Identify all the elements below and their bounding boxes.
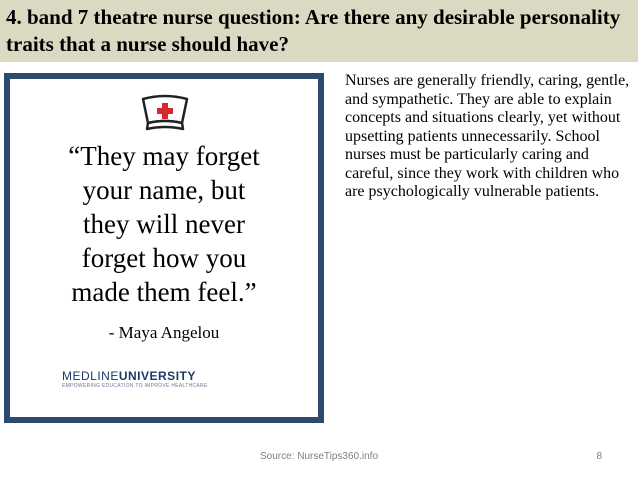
quote-text bbox=[10, 139, 318, 309]
logo-wordmark-bold: UNIVERSITY bbox=[118, 369, 196, 383]
page-number: 8 bbox=[596, 451, 602, 462]
quote-attribution: - Maya Angelou bbox=[108, 323, 220, 342]
quote-line: they will never bbox=[83, 209, 245, 239]
quote-card bbox=[4, 73, 324, 423]
quote-line: made them feel.” bbox=[71, 277, 257, 307]
logo-tagline: EMPOWERING EDUCATION TO IMPROVE HEALTHCARE bbox=[62, 383, 208, 389]
medline-university-logo bbox=[62, 369, 272, 390]
quote-line: forget how you bbox=[81, 243, 247, 273]
nurse-cap-icon bbox=[138, 91, 192, 133]
slide-title: 4. band 7 theatre nurse question: Are there any desirable personality traits that a nurse should have? bbox=[6, 5, 621, 56]
quote-line: “They may forget bbox=[68, 141, 260, 171]
quote-line: your name, but bbox=[82, 175, 246, 205]
body-text: Nurses are generally friendly, caring, gentle, and sympathetic. They are able to explain concepts and situations clearly, yet without upsetting patients unnecessarily. School nurses must be particularly caring and careful, since they work with children who are psychologically vulnerable patients. bbox=[345, 72, 630, 200]
footer-source: Source: NurseTips360.info bbox=[259, 451, 379, 462]
logo-wordmark bbox=[62, 369, 272, 383]
logo-wordmark-thin: MEDLINE bbox=[62, 369, 119, 383]
title-bar bbox=[0, 0, 638, 62]
